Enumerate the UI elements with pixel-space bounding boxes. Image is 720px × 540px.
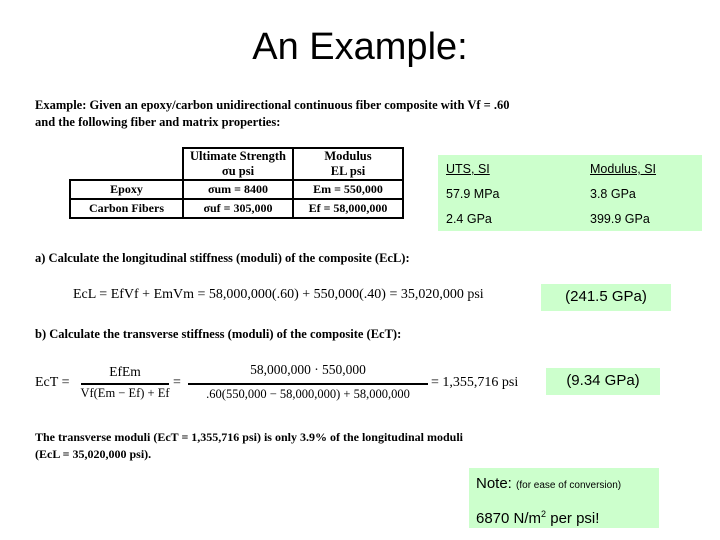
equation-b-numerator-2: 58,000,000 · 550,000 (250, 362, 366, 377)
equation-b-result: = 1,355,716 psi (431, 375, 519, 390)
intro-line-2: and the following fiber and matrix properties: (35, 115, 281, 129)
gpa-transverse-box: (9.34 GPa) (546, 368, 660, 395)
si-cell: 399.9 GPa (590, 212, 650, 226)
question-b: b) Calculate the transverse stiffness (moduli) of the composite (EcT): (35, 327, 402, 341)
fraction-bar-2 (188, 383, 428, 385)
example-intro (35, 97, 545, 131)
col-header-strength (183, 148, 293, 180)
fraction-bar-1 (81, 383, 169, 385)
modulus-cell: Em = 550,000 (293, 180, 403, 199)
header-strength-label: Ultimate Strength (190, 149, 286, 163)
row-label: Carbon Fibers (70, 199, 183, 218)
gpa-longitudinal-box: (241.5 GPa) (541, 284, 671, 311)
equation-b-denominator-1: Vf(Em − Ef) + Ef (80, 386, 170, 400)
equation-b-denominator-2: .60(550,000 − 58,000,000) + 58,000,000 (206, 387, 410, 401)
note-label: Note: (476, 475, 512, 492)
question-a: a) Calculate the longitudinal stiffness (moduli) of the composite (EcL): (35, 251, 410, 265)
col-header-modulus (293, 148, 403, 180)
note-value: 6870 N/m (476, 510, 542, 527)
equation-b-numerator-1: EfEm (109, 364, 141, 379)
note-small-text: (for ease of conversion) (516, 480, 622, 491)
table-row (70, 199, 403, 218)
conclusion (35, 429, 475, 463)
equation-b-equals: = (173, 375, 181, 390)
si-cell: 57.9 MPa (446, 187, 500, 201)
strength-cell: σuf = 305,000 (183, 199, 293, 218)
si-cell: 2.4 GPa (446, 212, 492, 226)
intro-line-1: Example: Given an epoxy/carbon unidirectional continuous fiber composite with Vf = .60 (35, 98, 510, 112)
header-modulus-label: Modulus (324, 149, 372, 163)
conversion-note (469, 468, 659, 528)
note-line-2 (476, 509, 599, 527)
si-header-modulus: Modulus, SI (590, 162, 657, 176)
note-line-1 (476, 475, 621, 492)
slide-title: An Example: (252, 26, 468, 68)
table-row (70, 180, 403, 199)
note-superscript: 2 (541, 509, 547, 519)
header-modulus-unit: EL psi (330, 164, 366, 178)
si-cell: 3.8 GPa (590, 187, 636, 201)
si-units-table (438, 155, 702, 231)
table-corner (70, 148, 183, 180)
conclusion-line-2: (EcL = 35,020,000 psi). (35, 447, 152, 461)
row-label: Epoxy (70, 180, 183, 199)
si-header-uts: UTS, SI (446, 162, 490, 176)
strength-cell: σum = 8400 (183, 180, 293, 199)
properties-table (69, 147, 404, 219)
equation-b-lhs: EcT = (35, 375, 70, 390)
scanned-example (33, 92, 540, 474)
conclusion-line-1: The transverse moduli (EcT = 1,355,716 psi) is only 3.9% of the longitudinal moduli (35, 430, 463, 444)
modulus-cell: Ef = 58,000,000 (293, 199, 403, 218)
header-strength-unit: σu psi (221, 164, 255, 178)
note-suffix: per psi! (546, 510, 600, 527)
equation-a: EcL = EfVf + EmVm = 58,000,000(.60) + 550,000(.40) = 35,020,000 psi (73, 287, 484, 302)
